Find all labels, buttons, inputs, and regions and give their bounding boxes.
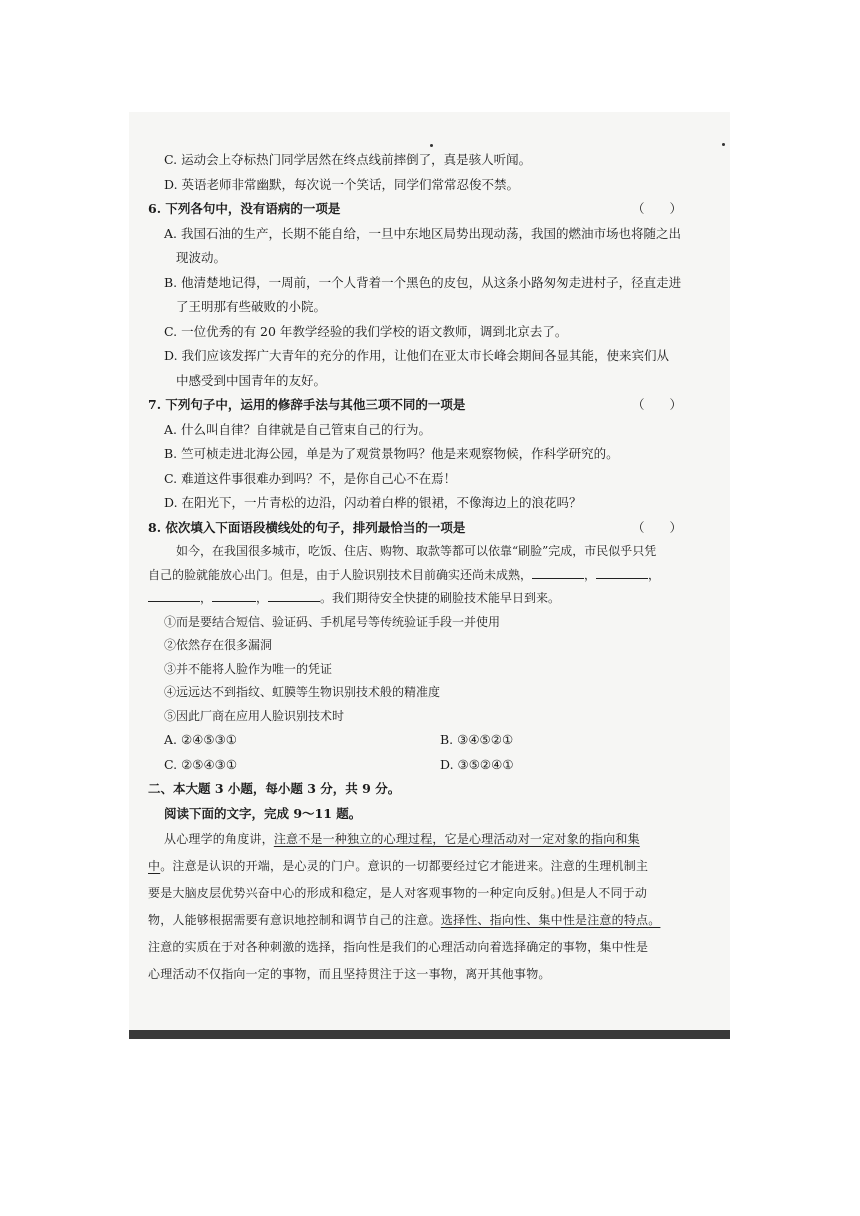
exam-content xyxy=(148,148,696,988)
q6-option-b: B. 他清楚地记得，一周前，一个人背着一个黑色的皮包，从这条小路匆匆走进村子，径直走进 xyxy=(164,274,682,290)
q8-item-1: ①而是要结合短信、验证码、手机尾号等传统验证手段一并使用 xyxy=(164,614,501,629)
passage-text: 物，人能够根据需要有意识地控制和调节自己的注意。 xyxy=(148,913,441,927)
q8-item-2: ②依然存在很多漏洞 xyxy=(164,638,273,652)
q8-option-a: A. ②④⑤③① xyxy=(164,732,238,747)
q6-title xyxy=(148,197,696,222)
q8-option-d: D. ③⑤②④① xyxy=(440,756,514,772)
fill-blank xyxy=(596,566,648,579)
q6-option-b-cont: 了王明那有些破败的小院。 xyxy=(176,299,327,314)
q7-title-text: 7. 下列句子中，运用的修辞手法与其他三项不同的一项是 xyxy=(148,397,466,412)
passage-line: 要是大脑皮层优势兴奋中心的形成和稳定，是人对客观事物的一种定向反射。)但是人不同于动 xyxy=(148,886,648,900)
q6-answer-paren: （ ） xyxy=(631,201,682,216)
q8-passage-text: 自己的脸就能放心出门。但是，由于人脸识别技术目前确实还尚未成熟， xyxy=(148,567,533,582)
scan-speck xyxy=(722,143,725,146)
passage-underlined: 注意不是一种独立的心理过程，它是心理活动对一定对象的指向和集 xyxy=(273,832,640,846)
q8-passage-text: 。我们期待安全快捷的刷脸技术能早日到来。 xyxy=(320,591,561,605)
q7-option-b: B. 竺可桢走进北海公园，单是为了观赏景物吗？他是来观察物候，作科学研究的。 xyxy=(164,446,619,461)
q7-option-c: C. 难道这件事很难办到吗？不，是你自己心不在焉！ xyxy=(164,470,457,486)
passage-line xyxy=(148,907,696,934)
q5-option-c: C. 运动会上夺标热门同学居然在终点线前摔倒了，真是骇人听闻。 xyxy=(164,152,532,167)
q6-title-text: 6. 下列各句中，没有语病的一项是 xyxy=(148,201,341,216)
q8-option-c: C. ②⑤④③① xyxy=(164,756,238,772)
fill-blank xyxy=(532,566,584,579)
q8-title xyxy=(148,516,696,541)
q8-passage-line: 自己的脸就能放心出门。但是，由于人脸识别技术目前确实还尚未成熟， ， ， xyxy=(148,567,661,582)
q8-item-5: ⑤因此厂商在应用人脸识别技术时 xyxy=(164,708,345,723)
q6-option-a-cont: 现波动。 xyxy=(176,250,227,265)
passage-underlined: 中 xyxy=(148,859,161,873)
passage-text: 。注意是认识的开端，是心灵的门户。意识的一切都要经过它才能进来。注意的生理机制主 xyxy=(160,859,649,873)
fill-blank xyxy=(148,589,200,602)
fill-blank xyxy=(268,589,320,602)
q6-option-d: D. 我们应该发挥广大青年的充分的作用，让他们在亚太市长峰会期间各显其能，使来宾们从 xyxy=(164,348,670,363)
q8-passage xyxy=(148,540,696,728)
q7-answer-paren: （ ） xyxy=(631,397,682,412)
fill-blank xyxy=(212,589,256,602)
reading-passage xyxy=(148,826,696,988)
passage-line: 注意的实质在于对各种刺激的选择，指向性是我们的心理活动向着选择确定的事物，集中性是 xyxy=(148,940,649,954)
passage-line xyxy=(148,853,696,880)
q8-passage-line: ， ， 。我们期待安全快捷的刷脸技术能早日到来。 xyxy=(148,587,696,611)
q7-title xyxy=(148,393,696,418)
q7-option-d: D. 在阳光下，一片青松的边沿，闪动着白桦的银裙，不像海边上的浪花吗？ xyxy=(164,495,582,510)
passage-text: 从心理学的角度讲， xyxy=(164,832,274,846)
q8-item-3: ③并不能将人脸作为唯一的凭证 xyxy=(164,661,333,676)
section-2-instruction: 阅读下面的文字，完成 9～11 题。 xyxy=(164,805,362,821)
passage-line: 心理活动不仅指向一定的事物，而且坚持贯注于这一事物，离开其他事物。 xyxy=(148,967,551,981)
q8-options-row xyxy=(148,728,696,753)
q8-option-b: B. ③④⑤②① xyxy=(440,732,514,747)
page-bottom-border xyxy=(129,1030,730,1039)
passage-underlined: 选择性、指向性、集中性是注意的特点。 xyxy=(440,913,661,927)
q6-option-a: A. 我国石油的生产，长期不能自给，一旦中东地区局势出现动荡，我国的燃油市场也将随之出 xyxy=(164,225,681,241)
q5-option-d: D. 英语老师非常幽默，每次说一个笑话，同学们常常忍俊不禁。 xyxy=(164,176,520,192)
q8-title-text: 8. 依次填入下面语段横线处的句子，排列最恰当的一项是 xyxy=(148,519,466,535)
section-2-heading: 二、本大题 3 小题，每小题 3 分，共 9 分。 xyxy=(148,781,401,796)
q7-option-a: A. 什么叫自律？自律就是自己管束自己的行为。 xyxy=(164,421,431,437)
scan-speck xyxy=(430,144,433,147)
q8-item-4: ④远远达不到指纹、虹膜等生物识别技术般的精准度 xyxy=(164,685,441,699)
q6-option-d-cont: 中感受到中国青年的友好。 xyxy=(176,372,327,388)
q8-options-row xyxy=(148,753,696,778)
passage-line xyxy=(148,826,696,853)
q8-passage-line: 如今，在我国很多城市，吃饭、住店、购物、取款等都可以依靠“刷脸”完成，市民似乎只凭 xyxy=(176,544,657,558)
q6-option-c: C. 一位优秀的有 20 年教学经验的我们学校的语文教师，调到北京去了。 xyxy=(164,323,568,339)
q8-answer-paren: （ ） xyxy=(631,519,682,535)
